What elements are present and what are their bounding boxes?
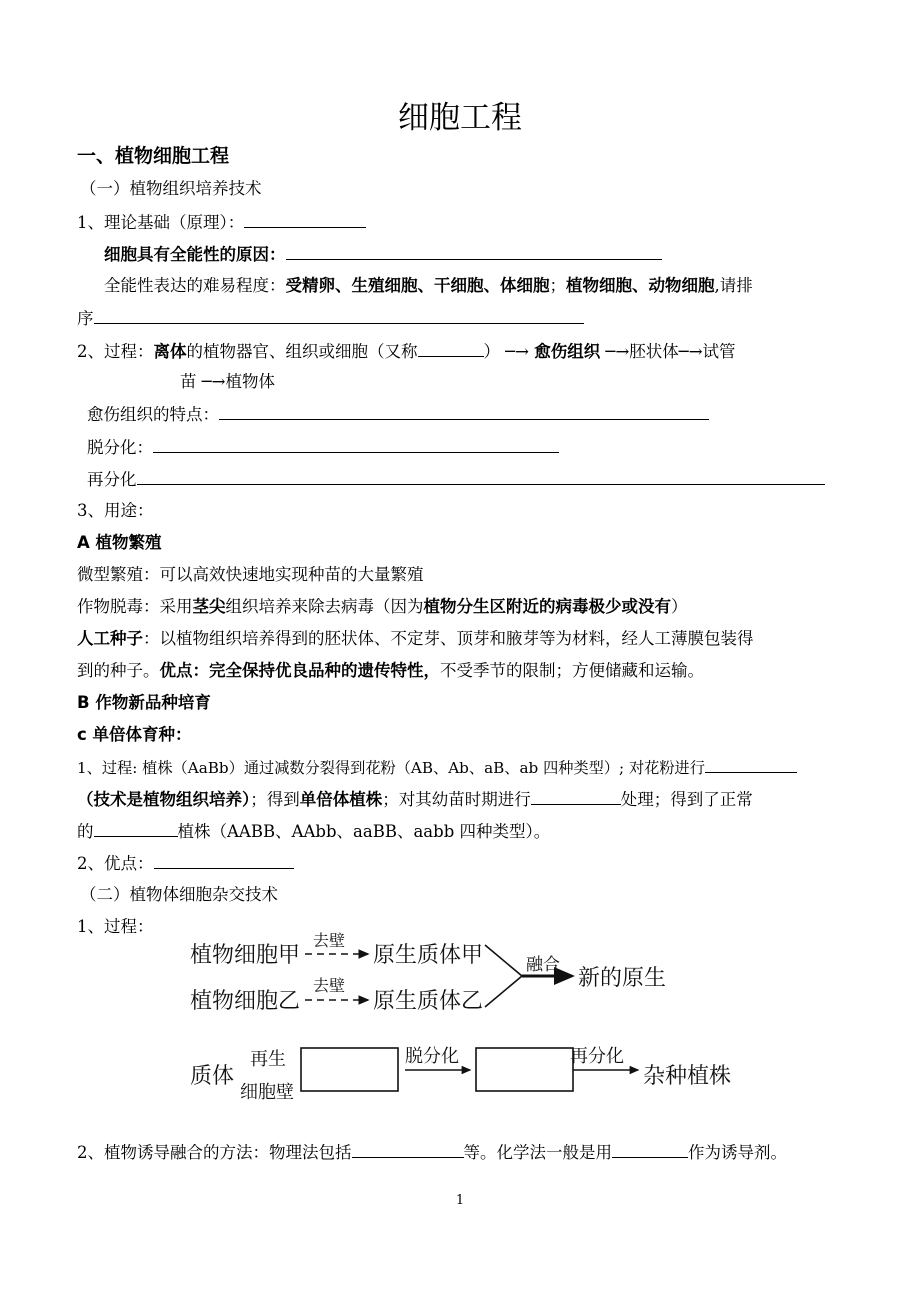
haploid-heading: c 单倍体育种： <box>77 725 192 744</box>
seed-bold: 人工种子 <box>77 629 143 648</box>
fusion-blank-2[interactable] <box>612 1140 688 1158</box>
hybrid-process-label: 1、过程： <box>77 917 154 936</box>
callus-label: 愈伤组织的特点： <box>87 405 219 424</box>
haploid-text-6: 植株（AABB、AAbb、aaBB、aabb 四种类型）。 <box>177 822 551 841</box>
section-heading: 一、植物细胞工程 <box>77 145 230 167</box>
rediff-diagram-label: 再分化 <box>570 1046 624 1067</box>
seed-text-2: 到的种子。 <box>77 661 160 680</box>
theory-label: 1、理论基础（原理）： <box>77 213 245 232</box>
subsection-tissue-culture: （一）植物组织培养技术 <box>80 179 262 198</box>
protoplast-a-label: 原生质体甲 <box>373 943 484 968</box>
uses-label: 3、用途： <box>77 501 154 520</box>
process-bold-2: 愈伤组织 <box>534 342 601 361</box>
difficulty-prefix: 全能性表达的难易程度： <box>104 276 286 295</box>
protoplast-b-label: 原生质体乙 <box>373 989 484 1014</box>
fusion-text-1: 2、植物诱导融合的方法：物理法包括 <box>77 1143 352 1162</box>
subsection-hybridization: （二）植物体细胞杂交技术 <box>80 885 278 904</box>
haploid-bold-2: 单倍体植株 <box>299 790 383 809</box>
process-text-1: 的植物器官、组织或细胞（又称 <box>186 342 418 361</box>
regen-label-1: 再生 <box>250 1049 286 1070</box>
fusion-text-2: 等。化学法一般是用 <box>463 1143 612 1162</box>
propagation-heading: A 植物繁殖 <box>77 533 162 552</box>
difficulty-bold-1: 受精卵、生殖细胞、干细胞、体细胞 <box>285 276 550 295</box>
order-label: 序 <box>77 309 94 328</box>
detox-bold-2: 植物分生区附近的病毒极少或没有 <box>423 597 671 616</box>
haploid-bold-1: （技术是植物组织培养） <box>77 790 251 809</box>
merge-line-b <box>485 976 522 1007</box>
fusion-blank-1[interactable] <box>352 1140 464 1158</box>
detox-text-1: 作物脱毒：采用 <box>77 597 193 616</box>
fuse-label: 融合 <box>526 955 560 975</box>
breeding-heading: B 作物新品种培育 <box>77 693 211 712</box>
diagram-blank-box-2[interactable] <box>476 1048 573 1091</box>
process-bold-1: 离体 <box>153 342 187 361</box>
difficulty-suffix: ,请排 <box>714 276 753 295</box>
difficulty-sep: ； <box>549 276 566 295</box>
rediff-label: 再分化 <box>87 470 137 489</box>
fusion-line <box>77 1140 787 1165</box>
process-line-2: 苗 ─→植物体 <box>180 372 276 391</box>
dediff-label: 脱分化： <box>87 438 153 457</box>
seed-adv-text: 不受季节的限制；方便储藏和运输。 <box>440 661 704 680</box>
new-protoplast-label: 新的原生 <box>578 966 667 991</box>
detox-bold-1: 茎尖 <box>192 597 226 616</box>
diagram-blank-box-1[interactable] <box>301 1048 398 1091</box>
cell-b-label: 植物细胞乙 <box>190 989 301 1014</box>
seed-adv-bold: 优点：完全保持优良品种的遗传特性， <box>159 661 440 680</box>
haploid-text-3: ；对其幼苗时期进行 <box>382 790 531 809</box>
haploid-text-4: 处理；得到了正常 <box>620 790 753 809</box>
cell-a-label: 植物细胞甲 <box>190 943 301 968</box>
page-number: 1 <box>455 1193 465 1208</box>
remove-wall-label-b: 去壁 <box>313 976 346 995</box>
haploid-text-5: 的 <box>77 822 94 841</box>
process-label: 2、过程： <box>77 342 154 361</box>
regen-label-2: 细胞壁 <box>240 1082 294 1103</box>
process-text-3: ─→胚状体─→试管 <box>605 342 736 361</box>
dediff-diagram-label: 脱分化 <box>405 1046 459 1067</box>
difficulty-bold-2: 植物细胞、动物细胞 <box>566 276 715 295</box>
process-text-2: ） ─→ <box>483 342 530 361</box>
fusion-text-3: 作为诱导剂。 <box>688 1143 787 1162</box>
detox-text-3: ） <box>671 597 688 616</box>
detox-text-2: 组织培养来除去病毒（因为 <box>225 597 424 616</box>
totipotency-label: 细胞具有全能性的原因： <box>104 245 286 264</box>
seed-text-1: ：以植物组织培养得到的胚状体、不定芽、顶芽和腋芽等为材料，经人工薄膜包装得 <box>143 629 754 648</box>
haploid-text-1: 1、过程: 植株（AaBb）通过减数分裂得到花粉（AB、Ab、aB、ab 四种类型）; 对花粉进行 <box>77 759 705 777</box>
haploid-text-2: ；得到 <box>250 790 300 809</box>
protoplast-cont-label: 质体 <box>190 1064 235 1089</box>
page-title: 细胞工程 <box>398 100 522 136</box>
advantage-label: 2、优点： <box>77 854 154 873</box>
hybrid-plant-label: 杂种植株 <box>643 1064 732 1089</box>
micro-propagation: 微型繁殖：可以高效快速地实现种苗的大量繁殖 <box>77 565 424 584</box>
merge-line-a <box>485 945 522 976</box>
remove-wall-label-a: 去壁 <box>313 931 346 950</box>
